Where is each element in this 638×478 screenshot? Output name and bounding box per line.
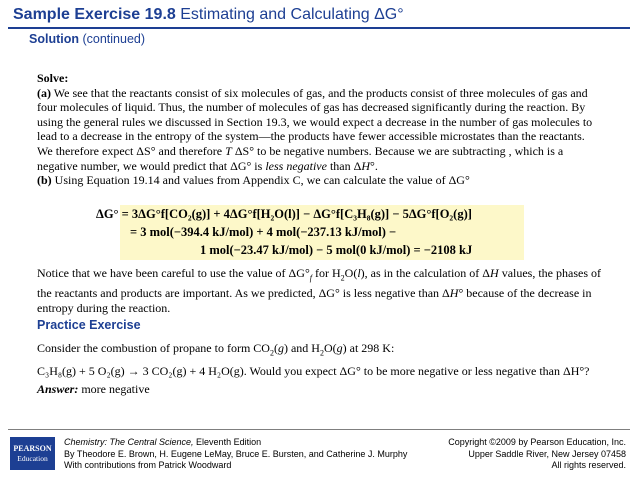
- answer-text: more negative: [78, 382, 150, 397]
- title-divider: [8, 27, 630, 29]
- part-a-paragraph: [37, 86, 597, 174]
- part-a-text-2: ΔS° to be negative numbers. Because we are subtracting , which is a negative number, we would predict that ΔG° is: [37, 143, 564, 173]
- equation-line-2: = 3 mol(−394.4 kJ/mol) + 4 mol(−237.13 kJ/mol) −: [130, 225, 397, 239]
- solve-label: Solve:: [37, 71, 69, 85]
- notice-text-1: Notice that we have been careful to use the value of ΔG°: [37, 266, 310, 280]
- subtitle-solution: Solution: [29, 32, 79, 46]
- pearson-logo: [10, 437, 55, 470]
- practice-line-2: C₃H₈(g) + 5 O₂(g) → 3 CO₂(g) + 4 H₂O(g). Would you expect ΔG° to be more negative or less negative than ΔH°?: [37, 364, 590, 379]
- solution-text: [37, 71, 597, 188]
- slide-subtitle: [29, 32, 145, 46]
- notice-sub-f: f: [309, 273, 312, 283]
- logo-line-2: Education: [17, 453, 48, 463]
- practice-line1-g: g: [277, 341, 284, 355]
- book-title: Chemistry: The Central Science,: [64, 437, 194, 447]
- equation-line-3: 1 mol(−23.47 kJ/mol) − 5 mol(0 kJ/mol) = −2108 kJ: [200, 243, 473, 257]
- part-a-text-1: We see that the reactants consist of six molecules of gas, and the products consist of three molecules of gas and four molecules of liquid. Thus, the number of molecules of gas has decreased significantly during the reaction. By using the general rules we discussed in Section 19.3, we would expect a decrease in the number of gas molecules to lead to a decrease in the entropy of the system—the products have fewer accessible microstates than the reactants. We therefore expect ΔS° and therefore: [37, 85, 593, 158]
- notice-text-2: for H: [311, 266, 341, 280]
- book-authors: By Theodore E. Brown, H. Eugene LeMay, Bruce E. Bursten, and Catherine J. Murphy: [64, 448, 408, 459]
- title-topic: Estimating and Calculating ΔG°: [175, 6, 404, 23]
- logo-line-1: PEARSON: [13, 443, 52, 453]
- notice-paragraph: [37, 266, 603, 315]
- notice-text-4: ), as in the calculation of Δ: [360, 266, 491, 280]
- notice-text-6: ° because of the decrease in entropy during the reaction.: [37, 285, 592, 315]
- part-a-T: T: [225, 143, 232, 158]
- notice-H2: H: [449, 285, 459, 300]
- practice-line1-b: (: [273, 341, 278, 355]
- equation-block: [96, 205, 524, 260]
- notice-sub-2: 2: [340, 273, 345, 283]
- notice-text-5: values, the phases of the reactants and products are important. As we predicted, ΔG° is less negative than Δ: [37, 266, 601, 300]
- practice-line1-c: ) and H: [283, 341, 320, 355]
- footer-divider: [8, 429, 630, 430]
- title-exercise-number: Sample Exercise 19.8: [13, 6, 176, 23]
- practice-line1-e: ) at 298 K:: [342, 341, 395, 355]
- part-a-text-3: than Δ: [326, 158, 362, 173]
- book-contributions: With contributions from Patrick Woodward: [64, 460, 232, 470]
- answer-label: Answer:: [37, 382, 79, 397]
- practice-line1-g2: g: [336, 341, 343, 355]
- equation-line-1: ΔG° = 3ΔG°f[CO₂(g)] + 4ΔG°f[H₂O(l)] − ΔG°f[C₃H₈(g)] − 5ΔG°f[O₂(g)]: [96, 207, 472, 221]
- slide-header: [0, 0, 638, 50]
- practice-text: [37, 339, 603, 398]
- footer-copyright: [376, 437, 626, 472]
- part-a-text-4: °.: [370, 158, 378, 173]
- practice-heading: Practice Exercise: [37, 318, 141, 332]
- notice-H: H: [490, 266, 499, 280]
- notice-text-3: O(: [344, 266, 358, 280]
- practice-line-1: [37, 339, 603, 362]
- part-a-H: H: [361, 158, 371, 173]
- practice-line1-a: Consider the combustion of propane to form CO: [37, 341, 270, 355]
- practice-answer: [37, 380, 603, 398]
- subtitle-continued: (continued): [79, 32, 146, 46]
- footer-credits: [64, 437, 424, 472]
- part-b-label: (b): [37, 173, 52, 188]
- notice-l: l: [357, 266, 361, 280]
- part-a-label: (a): [37, 85, 51, 100]
- rights-line: All rights reserved.: [551, 460, 626, 470]
- practice-line1-sub2: 2: [319, 348, 324, 358]
- practice-line1-sub: 2: [269, 348, 274, 358]
- part-b-text: Using Equation 19.14 and values from Appendix C, we can calculate the value of ΔG°: [51, 173, 470, 188]
- book-edition: Eleventh Edition: [193, 437, 262, 447]
- part-b-paragraph: [37, 173, 597, 188]
- part-a-less-negative: less negative: [265, 158, 327, 173]
- address-line: Upper Saddle River, New Jersey 07458: [468, 448, 626, 459]
- practice-line1-d: O(: [323, 341, 337, 355]
- copyright-line: Copyright ©2009 by Pearson Education, Inc.: [448, 437, 626, 447]
- slide-title: [13, 6, 404, 24]
